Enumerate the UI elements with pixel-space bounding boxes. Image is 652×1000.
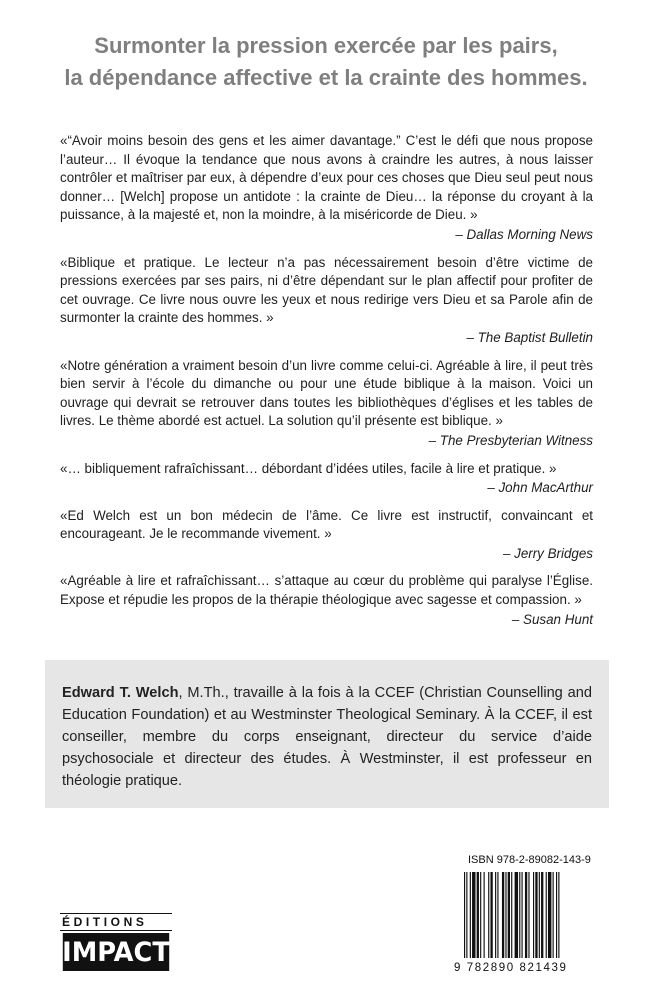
barcode-bar [546,872,547,958]
barcode-bar [553,872,554,958]
headline [0,30,652,94]
barcode-bar [502,872,504,958]
barcode-bar [464,872,465,958]
barcode-digits: 9 782890 821439 [454,962,568,974]
quote-1 [60,132,593,245]
barcode-bar [519,872,520,958]
barcode-bar [525,872,527,958]
author-bio [45,660,609,808]
quote-text: «Ed Welch est un bon médecin de l’âme. Ce livre est instructif, convaincant et encourageant. Je le recommande vivement. » [60,507,593,542]
quote-2 [60,254,593,348]
barcode-bar [558,872,559,958]
barcode-bar [505,872,506,958]
quote-text: «Notre génération a vraiment besoin d’un livre comme celui-ci. Agréable à lire, il peut très bien servir à l’école du dimanche ou pour une étude biblique à la maison. Voici un ouvrage qui devrait se retrouver dans toutes les bibliothèques d’églises et les tables de livres. Le thème abordé est actuel. La solution qu’il présente est biblique. » [60,357,593,429]
quote-source: – John MacArthur [487,480,593,496]
barcode-bar [497,872,498,958]
quote-3 [60,357,593,451]
barcode-bar [477,872,479,958]
barcode-bar [508,872,510,958]
quote-text: «Agréable à lire et rafraîchissant… s’attaque au cœur du problème qui paralyse l’Église. Expose et répudie les propos de la thérapie théologique avec sagesse et compassion. » [60,573,593,608]
publisher-logo-top: ÉDITIONS [60,913,172,931]
headline-line-1: Surmonter la pression exercée par les pairs, [94,33,558,58]
quotes-section [60,132,593,638]
publisher-logo [60,913,172,971]
author-bio-text: , M.Th., travaille à la fois à la CCEF (Christian Counselling and Education Foundation) et au Westminster Theological Seminary. À la CCEF, il est conseiller, membre du corps enseignant, directeur du service d’aide psychosociale et directeur des études. À Westminster, il est professeur en théologie pratique. [62,685,592,789]
barcode-bar [470,872,471,958]
barcode-bar [511,872,512,958]
quote-text: «“Avoir moins besoin des gens et les aimer davantage.” C’est le défi que nous propose l’auteur… Il évoque la tendance que nous avons à craindre les autres, à nous laisser contrôler et maîtriser par eux, à dépendre d’eux pour ces choses que Dieu seul peut nous donner… [Welch] propose un antidote : la crainte de Dieu… la réponse du croyant à la puissance, à la majesté et, non la moindre, à la miséricorde de Dieu. » [60,133,593,223]
quote-6 [60,572,593,629]
barcode-bar [535,872,537,958]
quote-source: – The Presbyterian Witness [428,432,593,448]
author-name: Edward T. Welch [62,685,179,701]
barcode-bar [515,872,518,958]
quote-text: «Biblique et pratique. Le lecteur n’a pas nécessairement besoin d’être victime de pressions exercées par ses pairs, ni d’être dépendant sur le plan affectif pour profiter de cet ouvrage. Ce livre nous ouvre les yeux et nous redirige vers Dieu et sa Parole afin de surmonter la crainte des hommes. » [60,254,593,326]
barcode-bar [533,872,534,958]
barcode-bar [528,872,529,958]
barcode-bar [480,872,481,958]
barcode-box [452,848,612,988]
barcode-bar [472,872,475,958]
barcode-bar [466,872,467,958]
barcode-bar [548,872,551,958]
quote-text: «… bibliquement rafraîchissant… débordant d’idées utiles, facile à lire et pratique. » [60,460,557,476]
publisher-logo-main: IMPACT [63,933,169,971]
barcode-bar [484,872,485,958]
quote-source: – Dallas Morning News [455,226,593,242]
quote-4 [60,460,593,498]
quote-source: – Susan Hunt [511,611,593,627]
barcode-bar [541,872,543,958]
barcode-bar [522,872,523,958]
isbn-label: ISBN 978-2-89082-143-9 [468,854,591,866]
quote-source: – Jerry Bridges [502,545,593,561]
barcode-bar [488,872,489,958]
barcode-bar [556,872,557,958]
barcode-bar [495,872,496,958]
quote-source: – The Baptist Bulletin [466,329,593,345]
barcode-bar [490,872,492,958]
barcode-bar [539,872,540,958]
headline-line-2: la dépendance affective et la crainte des hommes. [64,65,588,90]
barcode-bars [462,872,602,958]
quote-5 [60,507,593,564]
